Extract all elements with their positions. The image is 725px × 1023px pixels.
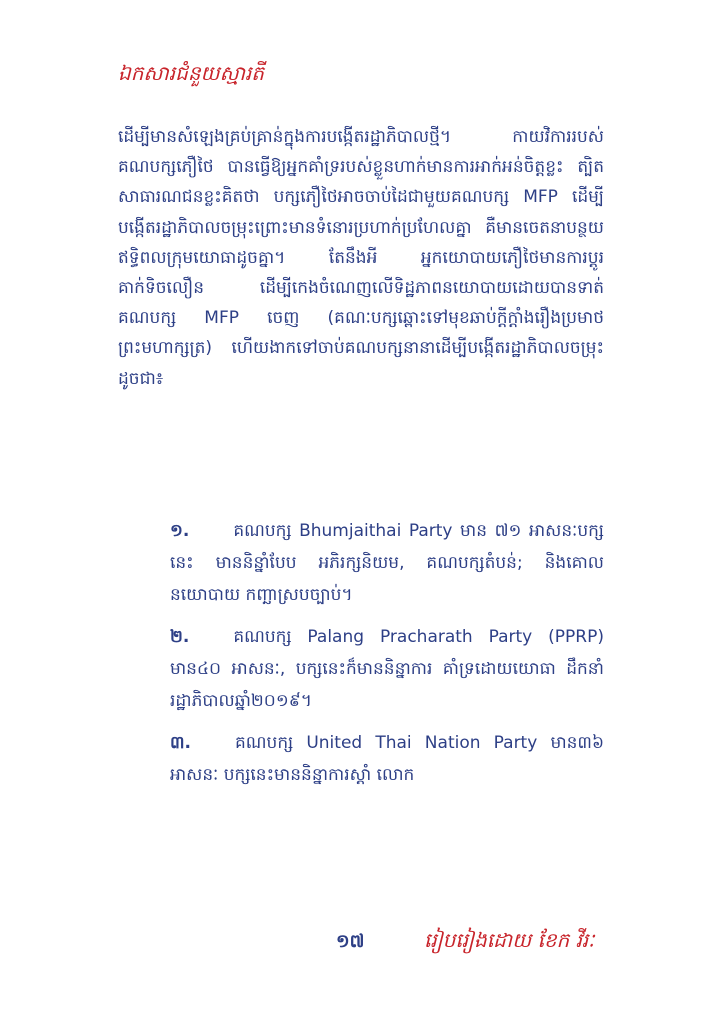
list-item-number: ១. (170, 521, 190, 541)
list-item (170, 515, 604, 611)
list-item (170, 727, 604, 791)
list-item-text: គណបក្ស Palang Pracharath Party (PPRP) មាន៤០ អាសនៈ, បក្សនេះក៏មាននិន្នាការ គាំទ្រដោយយោធា ដឹកនាំរដ្ឋាភិបាលឆ្នាំ២០១៩។ (170, 627, 604, 711)
list-item-number: ៣. (170, 733, 191, 753)
list-item-text: គណបក្ស Bhumjaithai Party មាន ៧១ អាសនៈបក្សនេះ មាននិន្នាំបែប អភិរក្សនិយម, គណបក្សតំបន់; និងគោលនយោបាយ កញ្ឆាស្របច្បាប់។ (170, 521, 604, 605)
page-number: ១៧ (336, 931, 365, 952)
party-list (170, 515, 604, 801)
body-text (118, 122, 604, 394)
footer-author: រៀបរៀងដោយ ខែក វីរៈ (424, 928, 595, 952)
list-item (170, 621, 604, 717)
list-item-number: ២. (170, 627, 190, 647)
body-paragraph: ដើម្បីមានសំឡេងគ្រប់គ្រាន់ក្នុងការបង្កើតរដ្ឋាភិបាលថ្មី។ កាយវិការរបស់គណបក្សភឿថៃ បានធ្វើឱ្យអ្នកគាំទ្ររបស់ខ្លួនហាក់មានការអាក់អន់ចិត្តខ្លះ ត្បិតសាធារណជនខ្លះគិតថា បក្សភឿថៃអាចចាប់ដៃជាមួយគណបក្ស MFP ដើម្បីបង្កើតរដ្ឋាភិបាលចម្រុះព្រោះមានទំនោរប្រហាក់ប្រហែលគ្នា គឺមានចេតនាបន្ថយឥទ្ធិពលក្រុមយោធាដូចគ្នា។ តែនឹងអី អ្នកយោបាយភឿថៃមានការប្តូរគាក់ទិចលឿន ដើម្បីកេងចំណេញលើទិដ្ឋភាពនយោបាយដោយបានទាត់ គណបក្ស MFP ចេញ (គណៈបក្សឆ្ពោះទៅមុខឆាប់ក្តីក្តាំងរឿងប្រមាថព្រះមហាក្សត្រ) ហើយងាកទៅចាប់គណបក្សនានាដើម្បីបង្កើតរដ្ឋាភិបាលចម្រុះដូចជា៖ (118, 127, 604, 389)
header-title: ឯកសារជំនួយស្មារតី (118, 61, 264, 85)
list-item-text: គណបក្ស United Thai Nation Party មាន៣៦ អាសនៈ បក្សនេះមាននិន្នាការស្តាំ លោក (170, 733, 604, 785)
